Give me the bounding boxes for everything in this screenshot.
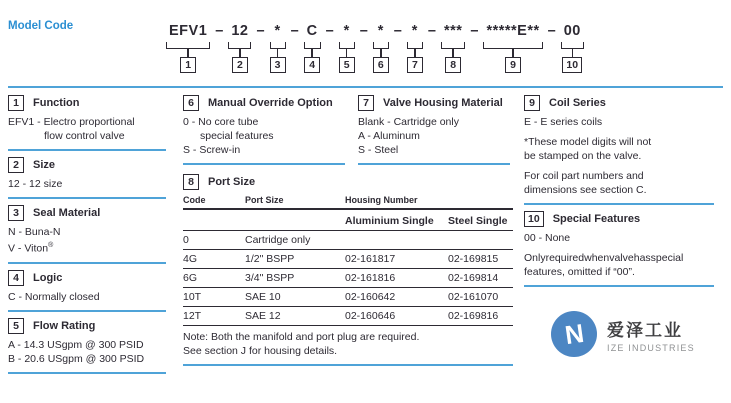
section-divider (183, 364, 513, 366)
section-9-header (524, 94, 724, 112)
cell-alu: 02-160646 (345, 310, 396, 322)
model-code-segment (166, 22, 210, 73)
bracket (373, 42, 389, 49)
model-code-ref-box: 4 (304, 57, 320, 73)
dash-separator: – (470, 23, 479, 39)
section-7-body (358, 115, 510, 157)
model-code-ref-box: 1 (180, 57, 196, 73)
section-divider (524, 203, 714, 205)
section-4-header (8, 269, 166, 287)
option-line: V - Viton® (8, 242, 54, 255)
section-number-box: 4 (8, 270, 24, 286)
option-line: E - E series coils (524, 116, 603, 128)
dash-separator: – (547, 23, 556, 39)
cell-steel: 02-161070 (448, 291, 499, 303)
cell-steel: 02-169816 (448, 310, 499, 322)
bracket (407, 42, 423, 49)
column-header: Steel Single (448, 215, 508, 227)
section-number-box: 3 (8, 205, 24, 221)
model-code-ref-box: 7 (407, 57, 423, 73)
column-header: Port Size (245, 195, 284, 205)
section-10-body (524, 231, 724, 279)
section-3-header (8, 204, 166, 222)
section-1-header (8, 94, 166, 112)
bracket (166, 42, 210, 49)
trademark-mark: ® (48, 242, 54, 249)
section-divider (8, 372, 166, 374)
bracket-stem (380, 49, 382, 57)
option-line: A - Aluminum (358, 130, 420, 142)
cell-port: 1/2" BSPP (245, 253, 295, 265)
option-line: 12 - 12 size (8, 178, 63, 190)
section-5-header (8, 317, 166, 335)
model-code-text: * (343, 23, 350, 39)
model-code-segment (373, 22, 389, 73)
section-10-header (524, 210, 724, 228)
bracket (339, 42, 355, 49)
option-line: flow control valve (44, 130, 125, 142)
section-divider (8, 310, 166, 312)
option-line: A - 14.3 USgpm @ 300 PSID (8, 338, 144, 351)
table-subheader-row (183, 210, 513, 231)
option-line: EFV1 - Electro proportional (8, 116, 135, 128)
model-code-segment (228, 22, 251, 73)
bracket-stem (277, 49, 279, 57)
cell-code: 12T (183, 310, 202, 322)
option-line: 0 - No core tube (183, 116, 259, 128)
column-header: Housing Number (345, 195, 418, 205)
section-title: Coil Series (549, 97, 606, 109)
section-5-body (8, 338, 166, 366)
model-code-segment (270, 22, 286, 73)
model-code-text: * (377, 23, 384, 39)
model-code-segment (561, 22, 584, 73)
section-number-box: 2 (8, 157, 24, 173)
section-title: Function (33, 97, 80, 109)
section-divider (8, 149, 166, 151)
cell-code: 6G (183, 272, 198, 284)
logo-circle-icon (551, 311, 597, 357)
logo-name-en: IZE INDUSTRIES (607, 342, 695, 353)
section-divider (524, 285, 714, 287)
option-line: S - Steel (358, 144, 399, 156)
model-code-ref-box: 2 (232, 57, 248, 73)
note-line: Onlyrequiredwhenvalvehasspecial (524, 252, 684, 264)
note-line: be stamped on the valve. (524, 150, 642, 162)
bracket (228, 42, 251, 49)
dash-separator: – (290, 23, 299, 39)
note-line: Note: Both the manifold and port plug are required. (183, 331, 420, 343)
cell-port: SAE 12 (245, 310, 281, 322)
option-line: B - 20.6 USgpm @ 300 PSID (8, 352, 145, 365)
cell-code: 10T (183, 291, 202, 303)
section-9-body (524, 115, 724, 197)
column-left (8, 94, 166, 379)
model-code-text: C (306, 23, 318, 39)
bracket (304, 42, 321, 49)
section-title: Special Features (552, 213, 641, 225)
model-code-ref-box: 10 (562, 57, 582, 73)
model-code-text: *** (443, 23, 463, 39)
port-size-table (183, 195, 513, 358)
column-header: Aluminium Single (345, 215, 434, 227)
bracket (483, 42, 542, 49)
cell-port: 3/4" BSPP (245, 272, 295, 284)
option-line: N - Buna-N (8, 226, 61, 238)
note-line: See section J for housing details. (183, 345, 338, 357)
section-title: Size (33, 159, 56, 171)
model-code-ref-box: 9 (505, 57, 521, 73)
bracket-stem (239, 49, 241, 57)
section-number-box: 1 (8, 95, 24, 111)
model-code-segment (483, 22, 542, 73)
section-7-header (358, 94, 510, 112)
section-divider (183, 163, 345, 165)
section-title: Seal Material (33, 207, 101, 219)
table-row (183, 250, 513, 269)
logo-name-cn: 爱泽工业 (607, 320, 683, 340)
section-number-box: 10 (524, 211, 544, 227)
option-line: Blank - Cartridge only (358, 116, 459, 128)
model-code-ref-box: 5 (339, 57, 355, 73)
column-header: Code (183, 195, 206, 205)
cell-code: 4G (183, 253, 198, 265)
section-divider (8, 197, 166, 199)
bracket-stem (311, 49, 313, 57)
section-number-box: 7 (358, 95, 374, 111)
table-row (183, 288, 513, 307)
page-title: Model Code (8, 20, 74, 32)
section-divider (8, 262, 166, 264)
table-header-row (183, 195, 513, 210)
section-number-box: 9 (524, 95, 540, 111)
option-line: S - Screw-in (183, 144, 241, 156)
logo-text (607, 316, 695, 353)
model-code-segment (304, 22, 321, 73)
section-divider (358, 163, 510, 165)
bracket-stem (346, 49, 348, 57)
section-number-box: 5 (8, 318, 24, 334)
section-2-header (8, 156, 166, 174)
bracket (270, 42, 286, 49)
section-2-body (8, 177, 166, 191)
cell-steel: 02-169815 (448, 253, 499, 265)
cell-alu: 02-160642 (345, 291, 396, 303)
section-number-box: 8 (183, 174, 199, 190)
bracket (441, 42, 465, 49)
logo-glyph: N (562, 317, 586, 351)
section-title: Flow Rating (33, 319, 96, 332)
model-code-ref-box: 6 (373, 57, 389, 73)
section-4-body (8, 290, 166, 304)
cell-steel: 02-169814 (448, 272, 499, 284)
column-right (524, 94, 724, 292)
dash-separator: – (325, 23, 334, 39)
model-code-text: *****E** (486, 23, 540, 39)
bracket (561, 42, 584, 49)
option-line: 00 - None (524, 232, 571, 244)
model-code-text: 00 (563, 23, 581, 39)
section-1-body (8, 115, 166, 143)
dash-separator: – (393, 23, 402, 39)
model-code-text: EFV1 (169, 23, 208, 39)
model-code-segment (441, 22, 465, 73)
model-code-segment (407, 22, 423, 73)
column-right-middle (358, 94, 510, 170)
bracket-stem (452, 49, 454, 57)
bracket-stem (187, 49, 189, 57)
model-code-ref-box: 8 (445, 57, 461, 73)
cell-alu: 02-161817 (345, 253, 396, 265)
note-line: *These model digits will not (524, 136, 652, 148)
bracket-stem (414, 49, 416, 57)
dash-separator: – (256, 23, 265, 39)
model-code-text: * (411, 23, 418, 39)
option-line: C - Normally closed (8, 290, 100, 303)
cell-port: SAE 10 (245, 291, 281, 303)
section-title: Logic (33, 271, 63, 284)
section-8-header (183, 173, 513, 191)
model-code-segment (339, 22, 355, 73)
dash-separator: – (215, 23, 224, 39)
section-3-body (8, 225, 166, 256)
section-title: Valve Housing Material (383, 97, 503, 109)
bracket-stem (512, 49, 514, 57)
note-line: For coil part numbers and (524, 170, 644, 182)
note-line: features, omitted if “00”. (524, 266, 635, 278)
table-row (183, 269, 513, 288)
bracket-stem (572, 49, 574, 57)
section-title: Manual Override Option (208, 97, 333, 109)
section-number-box: 6 (183, 95, 199, 111)
table-row (183, 231, 513, 250)
section-title: Port Size (208, 176, 256, 188)
cell-port: Cartridge only (245, 234, 311, 246)
note-line: dimensions see section C. (524, 184, 647, 196)
dash-separator: – (359, 23, 368, 39)
option-line: special features (200, 130, 274, 142)
cell-code: 0 (183, 234, 189, 246)
table-row (183, 307, 513, 326)
model-code-text: * (274, 23, 281, 39)
model-code-ref-box: 3 (270, 57, 286, 73)
table-note (183, 330, 513, 358)
company-logo (551, 311, 695, 357)
model-code-diagram (166, 22, 584, 73)
header-divider (8, 86, 723, 88)
dash-separator: – (427, 23, 436, 39)
cell-alu: 02-161816 (345, 272, 396, 284)
model-code-text: 12 (231, 23, 249, 39)
